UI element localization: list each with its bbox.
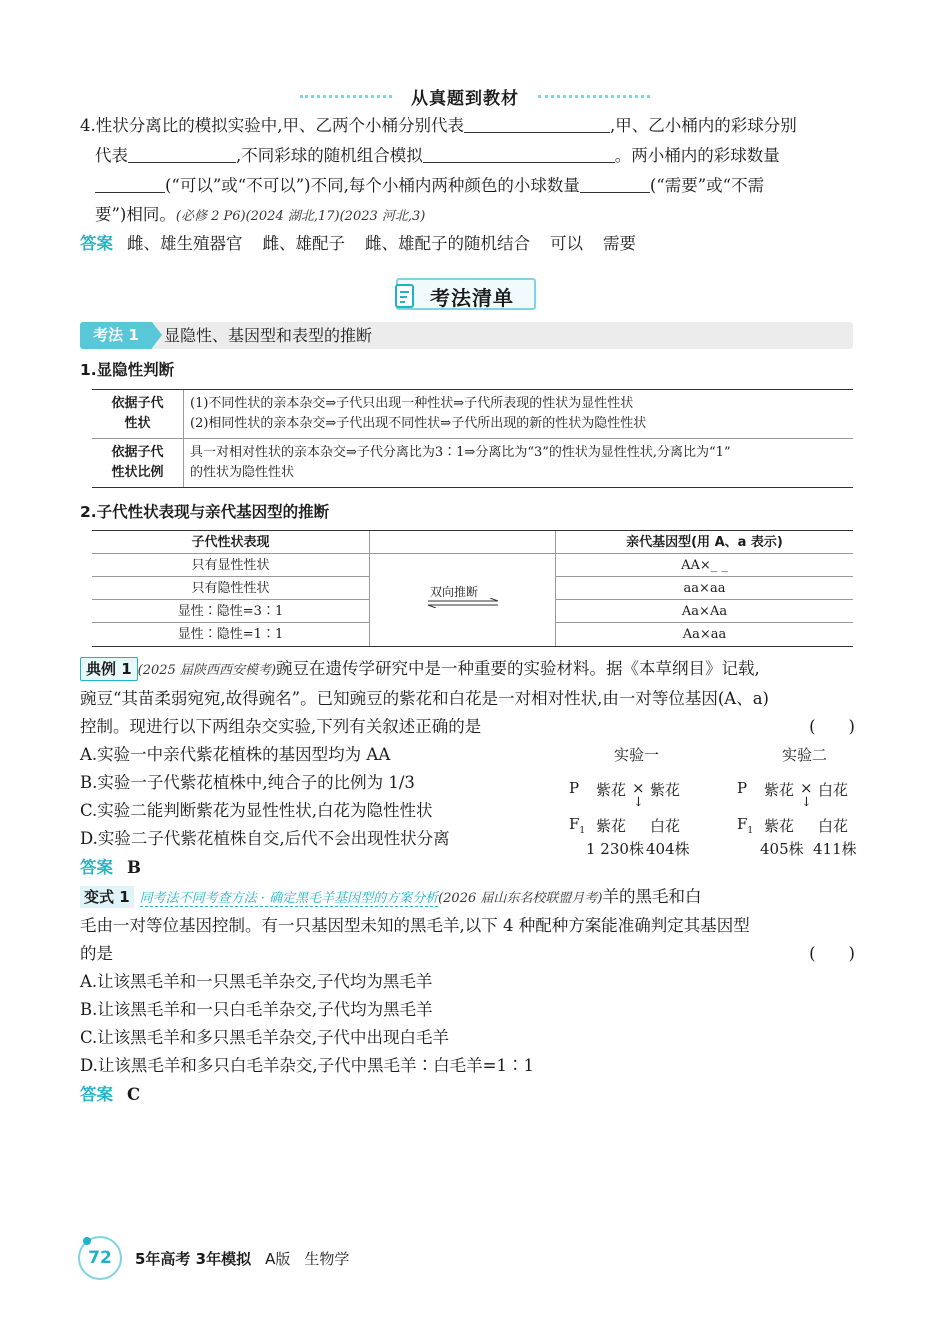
experiment-title: 实验二 — [782, 746, 828, 764]
q4-line-3 — [95, 171, 855, 201]
var1-text: 的是 — [80, 944, 113, 963]
ex1-option-a: A.实验一中亲代紫花植株的基因型均为 AA — [80, 745, 391, 764]
table-row — [92, 390, 853, 439]
bidirectional-label: 双向推断 — [430, 585, 479, 599]
down-arrow-icon: ↓ — [633, 795, 644, 810]
dominance-table — [92, 389, 853, 488]
q4-line-1 — [80, 111, 855, 141]
parent-2: 白花 — [818, 781, 849, 799]
row-key: 依据子代性状 — [92, 390, 184, 438]
book-title: 5年高考 3年模拟 — [135, 1250, 252, 1268]
offspring-1: 紫花 — [596, 817, 627, 835]
q4-line-2 — [95, 141, 855, 171]
answer-paren: ( ) — [809, 944, 855, 963]
table-cell: Aa×Aa — [556, 600, 853, 623]
phenotype-column — [92, 554, 370, 646]
ex1-text: 豌豆在遗传学研究中是一种重要的实验材料。据《本草纲目》记载, — [276, 659, 760, 678]
q4-text: ,甲、乙小桶内的彩球分别 — [610, 116, 797, 135]
bidirectional-cell — [370, 554, 556, 646]
answer-item: 雌、雄配子 — [262, 234, 345, 253]
ex1-option-c: C.实验二能判断紫花为显性性状,白花为隐性性状 — [80, 801, 433, 820]
answer-blank — [464, 115, 610, 133]
answer-label: 答案 — [80, 1085, 113, 1104]
table-cell: AA×_ _ — [556, 554, 853, 577]
q4-text: 代表 — [95, 146, 128, 165]
q4-text: (“需要”或“不需 — [649, 176, 765, 195]
f1-label: $F_1$ — [569, 815, 586, 836]
q4-text: 4.性状分离比的模拟实验中,甲、乙两个小桶分别代表 — [80, 116, 464, 135]
table-cell: 只有隐性性状 — [92, 577, 369, 600]
q4-answer — [80, 229, 855, 259]
var1-answer — [80, 1080, 855, 1110]
var1-source: (2026 届山东名校联盟月考) — [438, 891, 603, 906]
double-arrow-icon — [426, 598, 500, 608]
book-subject: 生物学 — [304, 1250, 350, 1268]
genotype-column — [556, 554, 853, 646]
section-title: 考法清单 — [430, 286, 514, 310]
ex1-answer — [80, 853, 855, 883]
ex1-option-d: D.实验二子代紫花植株自交,后代不会出现性状分离 — [80, 829, 450, 848]
q4-text: 。两小桶内的彩球数量 — [614, 146, 780, 165]
answer-blank — [423, 145, 615, 163]
count-2: 404株 — [646, 840, 690, 858]
example-label: 典例 1 — [80, 657, 138, 681]
q4-line-4 — [95, 200, 855, 232]
experiment-title: 实验一 — [614, 746, 660, 764]
header-phenotype: 子代性状表现 — [92, 531, 370, 553]
count-1: 405株 — [760, 840, 804, 858]
answer-value: B — [127, 858, 141, 877]
var1-line-2: 毛由一对等位基因控制。有一只基因型未知的黑毛羊,以下 4 种配种方案能准确判定其基因型 — [80, 916, 750, 935]
subheading-1: 1.显隐性判断 — [80, 361, 175, 379]
answer-blank — [95, 175, 165, 193]
answer-item: 雌、雄配子的随机结合 — [365, 234, 530, 253]
variant-label: 变式 1 — [80, 886, 134, 908]
row-line: 具一对相对性状的亲本杂交⇒子代分离比为3∶1⇒分离比为“3”的性状为显性性状,分离比为“1” — [190, 445, 731, 460]
table-body — [92, 554, 853, 646]
q4-text: (“可以”或“不可以”)不同,每个小桶内两种颜色的小球数量 — [165, 176, 580, 195]
row-value — [184, 439, 853, 487]
answer-item: 可以 — [550, 234, 583, 253]
answer-blank — [580, 175, 650, 193]
variant-note: 同考法不同考查方法 · 确定黑毛羊基因型的方案分析 — [139, 891, 439, 906]
book-edition: A版 — [265, 1250, 291, 1268]
var1-option-b: B.让该黑毛羊和一只白毛羊杂交,子代均为黑毛羊 — [80, 1000, 433, 1019]
offspring-1: 紫花 — [764, 817, 795, 835]
answer-label: 答案 — [80, 858, 113, 877]
q4-text: 要”)相同。 — [95, 205, 176, 224]
table-cell: 只有显性性状 — [92, 554, 369, 577]
count-1: 1 230株 — [586, 840, 644, 858]
subheading-2: 2.子代性状表现与亲代基因型的推断 — [80, 503, 330, 521]
table-cell: aa×aa — [556, 577, 853, 600]
var1-line-3 — [80, 939, 855, 969]
parent-label: P — [569, 779, 580, 797]
offspring-2: 白花 — [650, 817, 681, 835]
parent-1: 紫花 — [764, 781, 795, 799]
ex1-text: 控制。现进行以下两组杂交实验,下列有关叙述正确的是 — [80, 717, 482, 736]
row-line: (1)不同性状的亲本杂交⇒子代只出现一种性状⇒子代所表现的性状为显性性状 — [190, 396, 634, 411]
row-line: 的性状为隐性性状 — [190, 465, 295, 480]
cross-sign: × — [800, 779, 813, 797]
page-number: 72 — [78, 1236, 122, 1280]
header-title: 从真题到教材 — [411, 89, 519, 109]
ex1-line-1 — [80, 654, 855, 686]
table-cell: 显性∶隐性=1∶1 — [177, 627, 284, 642]
answer-item: 需要 — [603, 234, 636, 253]
q4-text: ,不同彩球的随机组合模拟 — [236, 146, 423, 165]
answer-label: 答案 — [80, 234, 113, 253]
genotype-table — [92, 530, 853, 647]
table-cell: 显性∶隐性=3∶1 — [92, 600, 369, 623]
answer-blank — [128, 145, 236, 163]
row-value — [184, 390, 853, 438]
cross-sign: × — [632, 779, 645, 797]
q4-source: (必修 2 P6)(2024 湖北,17)(2023 河北,3) — [175, 209, 426, 224]
down-arrow-icon: ↓ — [801, 795, 812, 810]
answer-value: C — [127, 1085, 141, 1104]
table-header-row — [92, 531, 853, 554]
count-2: 411株 — [813, 840, 857, 858]
header-blank — [370, 531, 556, 553]
kaofa-bar — [80, 322, 853, 349]
checklist-icon — [392, 282, 422, 310]
page-dot — [83, 1237, 91, 1245]
ex1-line-3 — [80, 712, 855, 742]
footer-info — [135, 1248, 363, 1269]
header-dots-left — [300, 95, 392, 98]
row-key: 依据子代性状比例 — [92, 439, 184, 487]
header-dots-right — [538, 95, 650, 98]
parent-label: P — [737, 779, 748, 797]
page-header — [0, 84, 950, 108]
var1-line-1 — [80, 882, 855, 914]
table-row — [92, 439, 853, 487]
answer-paren: ( ) — [809, 717, 855, 736]
ex1-option-b: B.实验一子代紫花植株中,纯合子的比例为 1/3 — [80, 773, 415, 792]
answer-item: 雌、雄生殖器官 — [127, 234, 243, 253]
offspring-2: 白花 — [818, 817, 849, 835]
parent-1: 紫花 — [596, 781, 627, 799]
section-banner — [396, 278, 536, 310]
var1-option-d: D.让该黑毛羊和多只白毛羊杂交,子代中黑毛羊∶白毛羊=1∶1 — [80, 1056, 534, 1075]
var1-option-c: C.让该黑毛羊和多只黑毛羊杂交,子代中出现白毛羊 — [80, 1028, 450, 1047]
kaofa-title: 显隐性、基因型和表型的推断 — [164, 326, 373, 345]
ex1-source: (2025 届陕西西安模考) — [137, 663, 277, 678]
f1-label: $F_1$ — [737, 815, 754, 836]
parent-2: 紫花 — [650, 781, 681, 799]
table-cell: Aa×aa — [682, 627, 727, 642]
var1-option-a: A.让该黑毛羊和一只黑毛羊杂交,子代均为黑毛羊 — [80, 972, 433, 991]
var1-text: 羊的黑毛和白 — [602, 887, 702, 906]
row-line: (2)相同性状的亲本杂交⇒子代出现不同性状⇒子代所出现的新的性状为隐性性状 — [190, 416, 647, 431]
kaofa-tag: 考法 1 — [80, 322, 152, 349]
header-genotype: 亲代基因型(用 A、a 表示) — [626, 535, 783, 550]
ex1-line-2: 豌豆“其苗柔弱宛宛,故得豌名”。已知豌豆的紫花和白花是一对相对性状,由一对等位基因(A、a) — [80, 689, 769, 708]
